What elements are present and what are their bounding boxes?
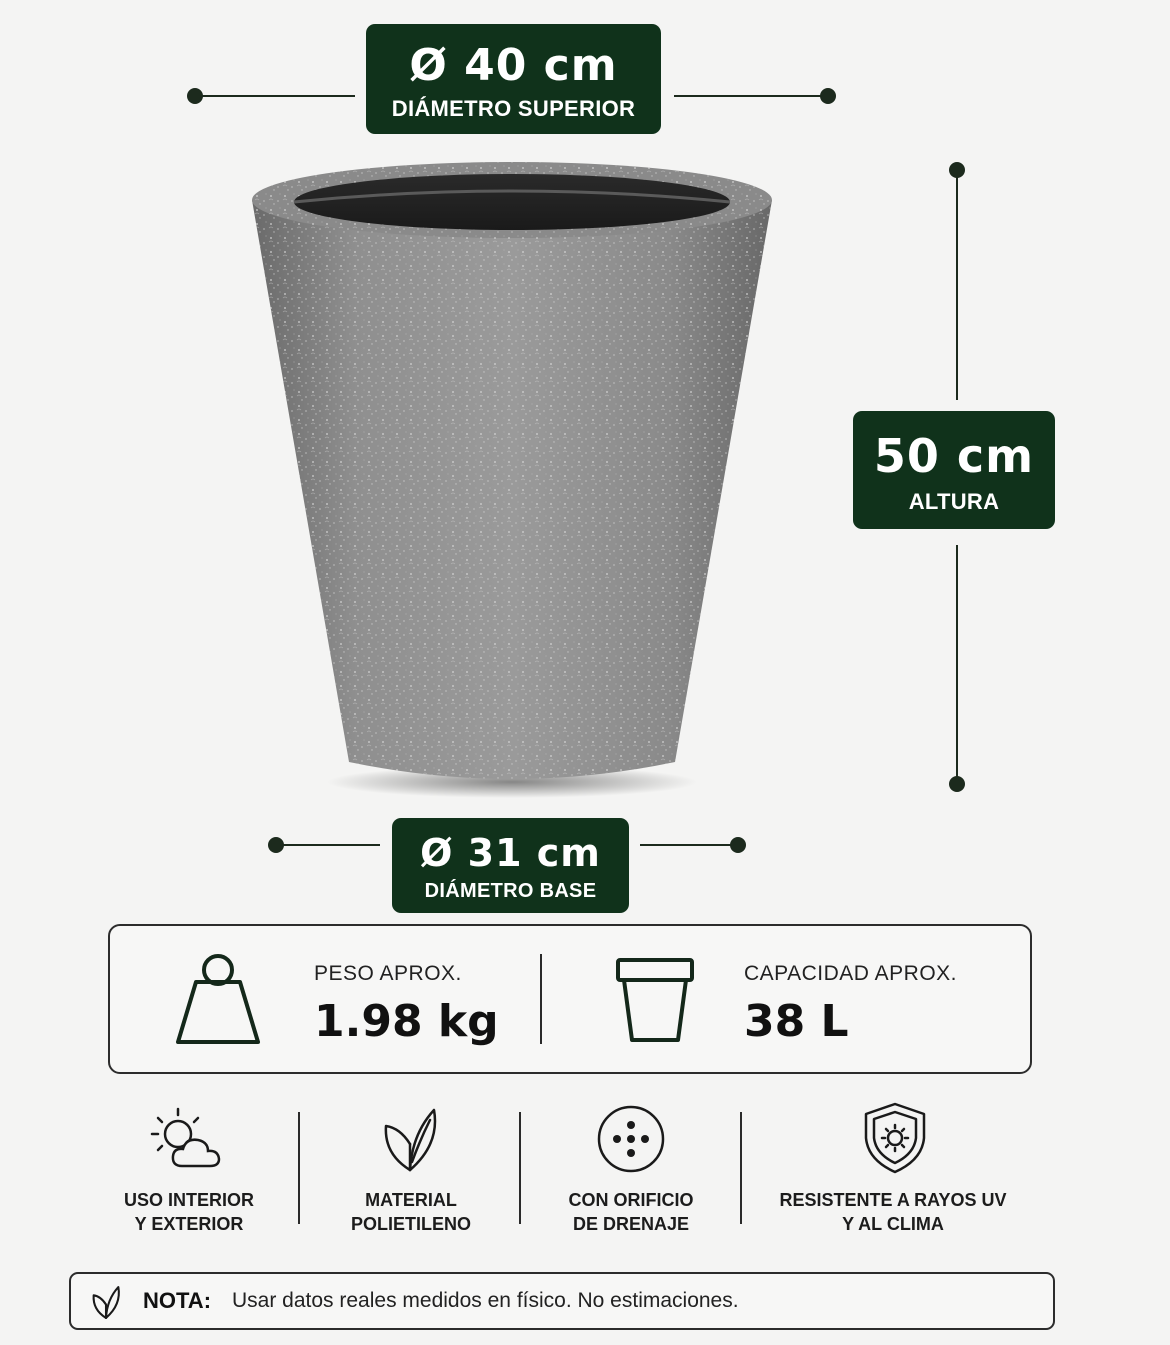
weight-label: PESO APROX. <box>314 962 462 985</box>
note-label: NOTA: <box>143 1288 212 1313</box>
feature-indoor-outdoor <box>74 1188 304 1236</box>
height-badge <box>853 411 1055 529</box>
note-text: Usar datos reales medidos en físico. No estimaciones. <box>232 1289 739 1312</box>
feature-drainage <box>516 1188 746 1236</box>
top-diameter-right-line <box>674 95 829 97</box>
feature-uv-resistant <box>748 1188 1038 1236</box>
height-top-line <box>956 170 958 400</box>
top-diameter-value: Ø 40 cm <box>409 40 618 91</box>
height-bottom-line <box>956 545 958 783</box>
feature-material-line2: POLIETILENO <box>350 1214 471 1234</box>
feature-material <box>296 1188 526 1236</box>
note-leaf-icon <box>89 1284 123 1320</box>
height-bottom-dot <box>949 776 965 792</box>
top-diameter-left-line <box>195 95 355 97</box>
base-diameter-left-line <box>276 844 380 846</box>
feature-divider-3 <box>740 1112 742 1224</box>
base-diameter-right-line <box>640 844 738 846</box>
note-box <box>69 1272 1055 1330</box>
base-diameter-label: DIÁMETRO BASE <box>424 880 597 902</box>
feature-material-line1: MATERIAL <box>365 1190 457 1210</box>
feature-drainage-line1: CON ORIFICIO <box>568 1190 694 1210</box>
weight-icon <box>172 948 264 1048</box>
feature-uv-resistant-line1: RESISTENTE A RAYOS UV <box>779 1190 1007 1210</box>
specs-box <box>108 924 1032 1074</box>
specs-divider <box>540 954 542 1044</box>
shield-sun-icon <box>862 1100 928 1176</box>
base-diameter-value: Ø 31 cm <box>420 831 601 875</box>
height-value: 50 cm <box>873 429 1035 483</box>
top-diameter-badge <box>366 24 661 134</box>
leaf-icon <box>378 1104 442 1174</box>
base-diameter-badge <box>392 818 629 913</box>
feature-drainage-line2: DE DRENAJE <box>572 1214 690 1234</box>
drainage-holes-icon <box>596 1104 666 1174</box>
planter-pot-image <box>240 150 785 810</box>
feature-indoor-outdoor-line2: Y EXTERIOR <box>134 1214 244 1234</box>
capacity-label: CAPACIDAD APROX. <box>744 962 957 985</box>
top-diameter-label: DIÁMETRO SUPERIOR <box>391 96 636 121</box>
top-diameter-right-dot <box>820 88 836 104</box>
feature-indoor-outdoor-line1: USO INTERIOR <box>123 1190 254 1210</box>
pot-icon <box>614 956 696 1046</box>
weight-value: 1.98 kg <box>314 996 499 1047</box>
sun-cloud-icon <box>146 1104 236 1174</box>
feature-uv-resistant-line2: Y AL CLIMA <box>842 1214 944 1234</box>
capacity-value: 38 L <box>744 996 849 1047</box>
height-label: ALTURA <box>908 489 1000 514</box>
base-diameter-right-dot <box>730 837 746 853</box>
